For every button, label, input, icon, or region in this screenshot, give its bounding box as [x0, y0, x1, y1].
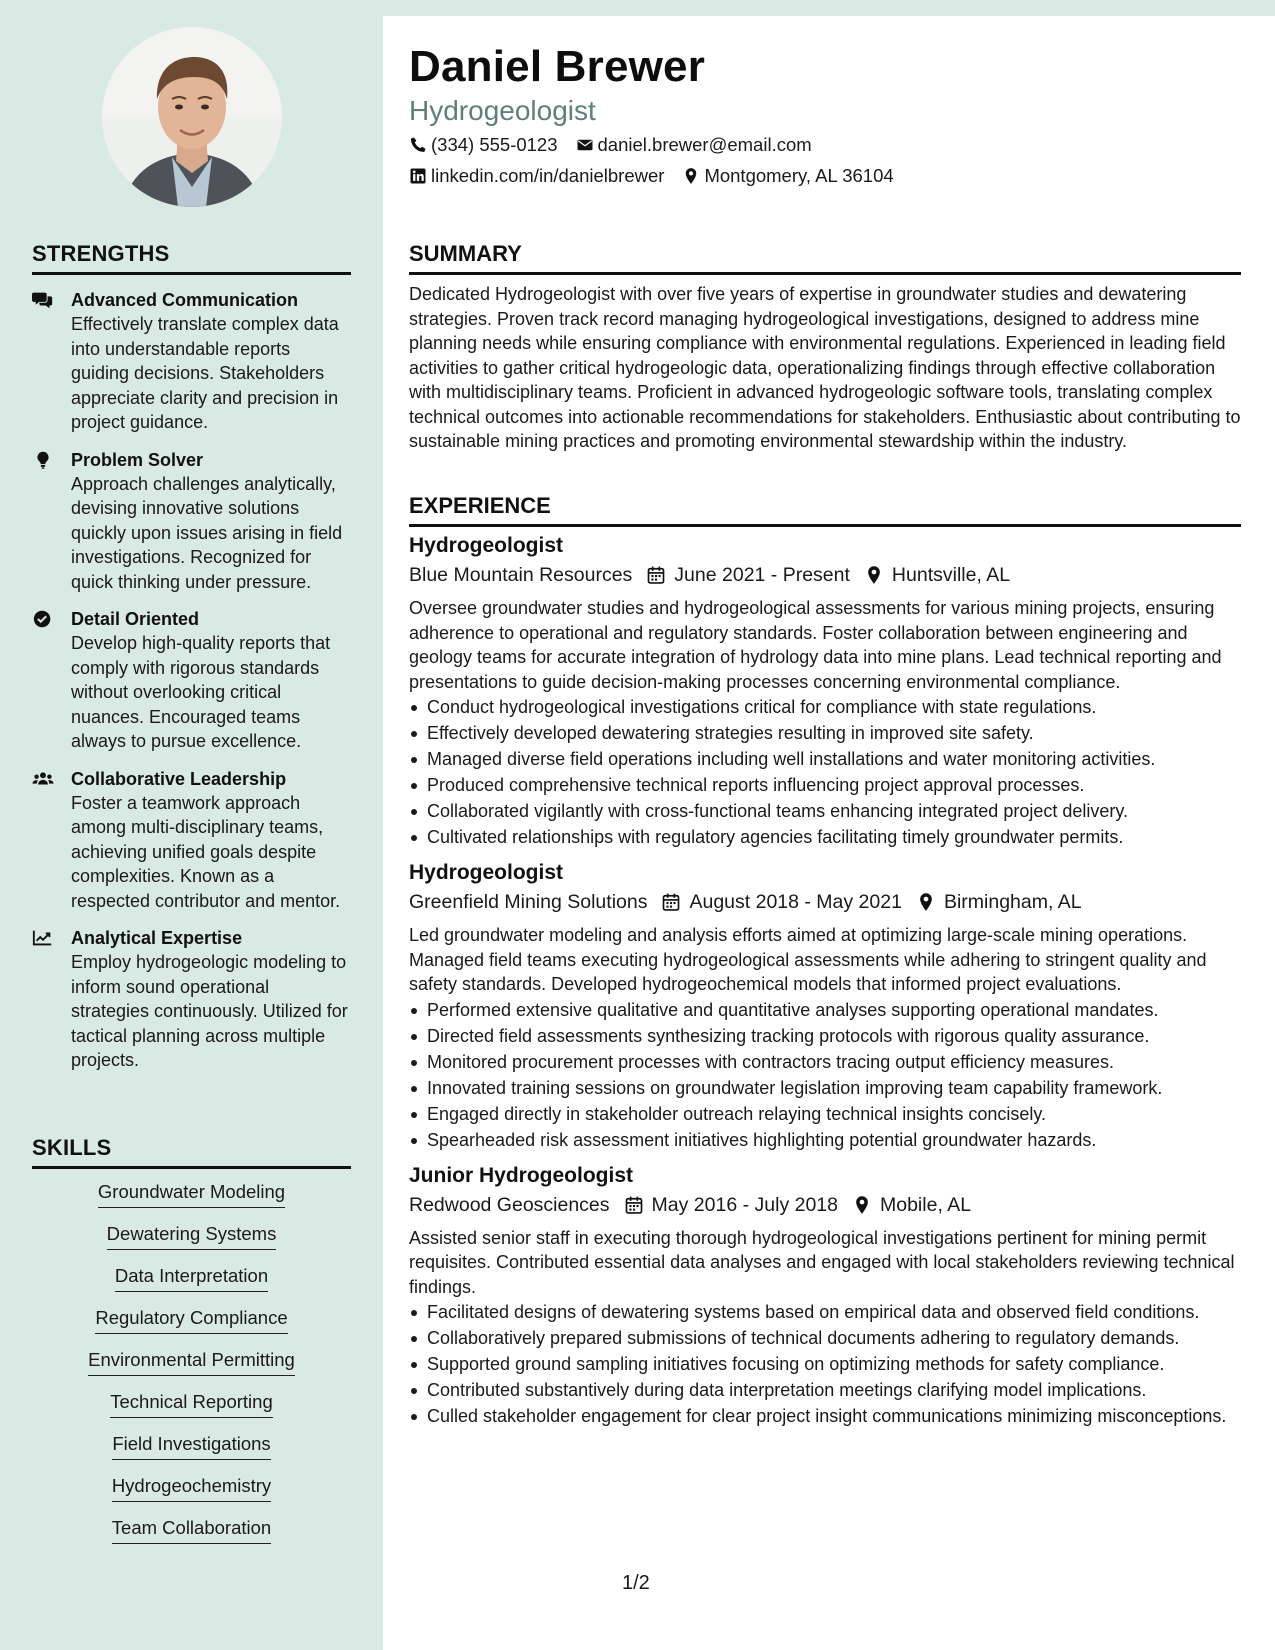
map-marker-icon: [682, 167, 700, 185]
skill-item: Environmental Permitting: [32, 1347, 351, 1389]
summary-text: Dedicated Hydrogeologist with over five years of expertise in groundwater studies and dewatering strategies. Proven track record managing hydrogeological investigations, designed to address mine planning needs while ensuring compliance with environmental regulations. Experienced in leading field activities to gather critical hydrogeologic data, operationalizing findings through effective collaboration with multidisciplinary teams. Proficient in advanced hydrogeologic software tools, translating complex technical outcomes into actionable recommendations for stakeholders. Enthusiastic about contributing to sustainable mining practices and promoting environmental stewardship within the industry.: [409, 284, 1241, 451]
strengths-heading: STRENGTHS: [32, 241, 351, 275]
job-bullet: Supported ground sampling initiatives focusing on optimizing methods for safety compliance.: [409, 1352, 1241, 1376]
strength-title: Advanced Communication: [71, 290, 299, 310]
job-bullet: Contributed substantively during data interpretation meetings clarifying model implications.: [409, 1378, 1241, 1402]
linkedin-icon: [409, 167, 427, 185]
job-meta: [409, 887, 1241, 917]
job-dates: August 2018 - May 2021: [689, 891, 902, 913]
job-bullet: Effectively developed dewatering strategies resulting in improved site safety.: [409, 721, 1241, 745]
skills-section: [32, 1135, 351, 1557]
skills-heading: SKILLS: [32, 1135, 351, 1169]
strength-item: [32, 288, 351, 435]
job-bullet: Collaborated vigilantly with cross-functional teams enhancing integrated project delivery.: [409, 799, 1241, 823]
strength-description: Develop high-quality reports that comply with rigorous standards without overlooking critical nuances. Encouraged teams always to pursue excellence.: [71, 633, 331, 751]
phone-icon: [409, 136, 427, 154]
skill-item: Regulatory Compliance: [32, 1305, 351, 1347]
job-description: Led groundwater modeling and analysis efforts aimed at optimizing large-scale mining operations. Managed field teams executing hydrogeological assessments while adhering to stringent quality and safety standards. Developed hydrogeochemical models that informed project evaluations.: [409, 925, 1207, 994]
strength-title: Detail Oriented: [71, 609, 200, 629]
strength-description: Foster a teamwork approach among multi-disciplinary teams, achieving unified goals despite complexities. Known as a respected contributor and mentor.: [71, 792, 341, 911]
job-entry: [409, 1162, 1241, 1429]
job-description: Assisted senior staff in executing thorough hydrogeological investigations pertinent for mining permit requisites. Contributed essential data analyses and engaged with local stakeholders reviewing technical findings.: [409, 1227, 1235, 1297]
job-meta: [409, 560, 1241, 590]
skill-item: Technical Reporting: [32, 1389, 351, 1431]
profile-photo: [102, 27, 282, 207]
location-contact: Montgomery, AL 36104: [682, 165, 893, 187]
job-location: Mobile, AL: [880, 1193, 972, 1216]
skill-item: Field Investigations: [32, 1431, 351, 1473]
experience-heading: EXPERIENCE: [409, 493, 1241, 527]
strength-item: [32, 926, 351, 1073]
linkedin-contact[interactable]: linkedin.com/in/danielbrewer: [409, 165, 664, 187]
skill-item: Team Collaboration: [32, 1515, 351, 1557]
map-marker-icon: [864, 565, 884, 585]
job-title: Hydrogeologist: [409, 534, 564, 557]
strengths-section: [32, 241, 351, 1073]
comments-icon: [32, 290, 56, 310]
strength-item: [32, 448, 351, 595]
job-bullet: Spearheaded risk assessment initiatives highlighting potential groundwater hazards.: [409, 1128, 1241, 1152]
page-number: 1/2: [622, 1572, 650, 1594]
experience-section: [409, 493, 1241, 1430]
job-bullet: Innovated training sessions on groundwater legislation improving team capability framework.: [409, 1076, 1241, 1100]
candidate-name: Daniel Brewer: [409, 42, 706, 91]
calendar-icon: [646, 565, 666, 585]
job-bullets: [409, 1300, 1241, 1428]
job-bullet: Directed field assessments synthesizing tracking protocols with rigorous quality assurance.: [409, 1024, 1241, 1048]
strength-title: Collaborative Leadership: [71, 768, 287, 789]
strength-item: [32, 767, 351, 914]
chart-line-icon: [32, 928, 56, 948]
map-marker-icon: [916, 892, 936, 912]
strength-description: Effectively translate complex data into understandable reports guiding decisions. Stakeholders appreciate clarity and precision in project guidance.: [71, 314, 339, 432]
candidate-title: Hydrogeologist: [409, 95, 596, 126]
lightbulb-icon: [32, 450, 56, 470]
skill-item: Hydrogeochemistry: [32, 1473, 351, 1515]
strength-item: [32, 607, 351, 754]
job-bullet: Produced comprehensive technical reports influencing project approval processes.: [409, 773, 1241, 797]
sidebar: [0, 0, 383, 1650]
strength-title: Problem Solver: [71, 449, 204, 470]
strength-title: Analytical Expertise: [71, 928, 243, 948]
job-bullet: Collaboratively prepared submissions of technical documents adhering to regulatory demands.: [409, 1326, 1241, 1350]
job-bullet: Facilitated designs of dewatering systems based on empirical data and observed field conditions.: [409, 1300, 1241, 1324]
contact-row-2: [409, 165, 912, 187]
phone-contact[interactable]: (334) 555-0123: [409, 134, 558, 156]
skills-list: [32, 1179, 351, 1557]
job-bullets: [409, 695, 1241, 849]
strength-description: Approach challenges analytically, devising innovative solutions quickly upon issues arising in field investigations. Recognized for quick thinking under pressure.: [71, 473, 343, 592]
summary-heading: SUMMARY: [409, 241, 1241, 275]
avatar: [102, 27, 282, 207]
job-location: Birmingham, AL: [943, 891, 1082, 913]
job-company: Redwood Geosciences: [409, 1193, 610, 1216]
job-description: Oversee groundwater studies and hydrogeological assessments for various mining projects, ensuring adherence to operational and regulatory standards. Foster collaboration between engineering and geology teams for accurate integration of hydrology data into mine plans. Lead technical reporting and presentations to guide decision-making processes concerning environmental compliance.: [409, 598, 1222, 692]
job-bullet: Performed extensive qualitative and quantitative analyses supporting operational mandates.: [409, 998, 1241, 1022]
strength-description: Employ hydrogeologic modeling to inform sound operational strategies continuously. Utilized for tactical planning across multiple projects.: [71, 952, 348, 1070]
summary-section: [409, 241, 1241, 454]
job-dates: June 2021 - Present: [674, 564, 850, 586]
contact-row-1: [409, 134, 830, 156]
job-location: Huntsville, AL: [891, 564, 1011, 586]
users-icon: [32, 769, 56, 789]
job-company: Blue Mountain Resources: [409, 564, 633, 586]
skill-item: Groundwater Modeling: [32, 1179, 351, 1221]
job-title: Hydrogeologist: [409, 861, 564, 884]
job-meta: [409, 1190, 1241, 1220]
job-bullet: Cultivated relationships with regulatory agencies facilitating timely groundwater permits.: [409, 825, 1241, 849]
job-bullet: Engaged directly in stakeholder outreach relaying technical insights concisely.: [409, 1102, 1241, 1126]
job-entry: [409, 532, 1241, 849]
calendar-icon: [661, 892, 681, 912]
check-circle-icon: [32, 609, 56, 629]
map-marker-icon: [852, 1195, 872, 1215]
skill-item: Data Interpretation: [32, 1263, 351, 1305]
email-contact[interactable]: daniel.brewer@email.com: [576, 134, 812, 156]
job-bullets: [409, 998, 1241, 1152]
skill-item: Dewatering Systems: [32, 1221, 351, 1263]
job-bullet: Culled stakeholder engagement for clear project insight communications minimizing misconceptions.: [409, 1404, 1241, 1428]
job-company: Greenfield Mining Solutions: [409, 891, 648, 913]
job-bullet: Conduct hydrogeological investigations critical for compliance with state regulations.: [409, 695, 1241, 719]
envelope-icon: [576, 136, 594, 154]
job-entry: [409, 859, 1241, 1152]
job-dates: May 2016 - July 2018: [651, 1193, 838, 1216]
main-content: [383, 16, 1275, 1650]
job-bullet: Managed diverse field operations including well installations and water monitoring activities.: [409, 747, 1241, 771]
job-title: Junior Hydrogeologist: [409, 1163, 634, 1187]
job-bullet: Monitored procurement processes with contractors tracing output efficiency measures.: [409, 1050, 1241, 1074]
calendar-icon: [624, 1195, 644, 1215]
